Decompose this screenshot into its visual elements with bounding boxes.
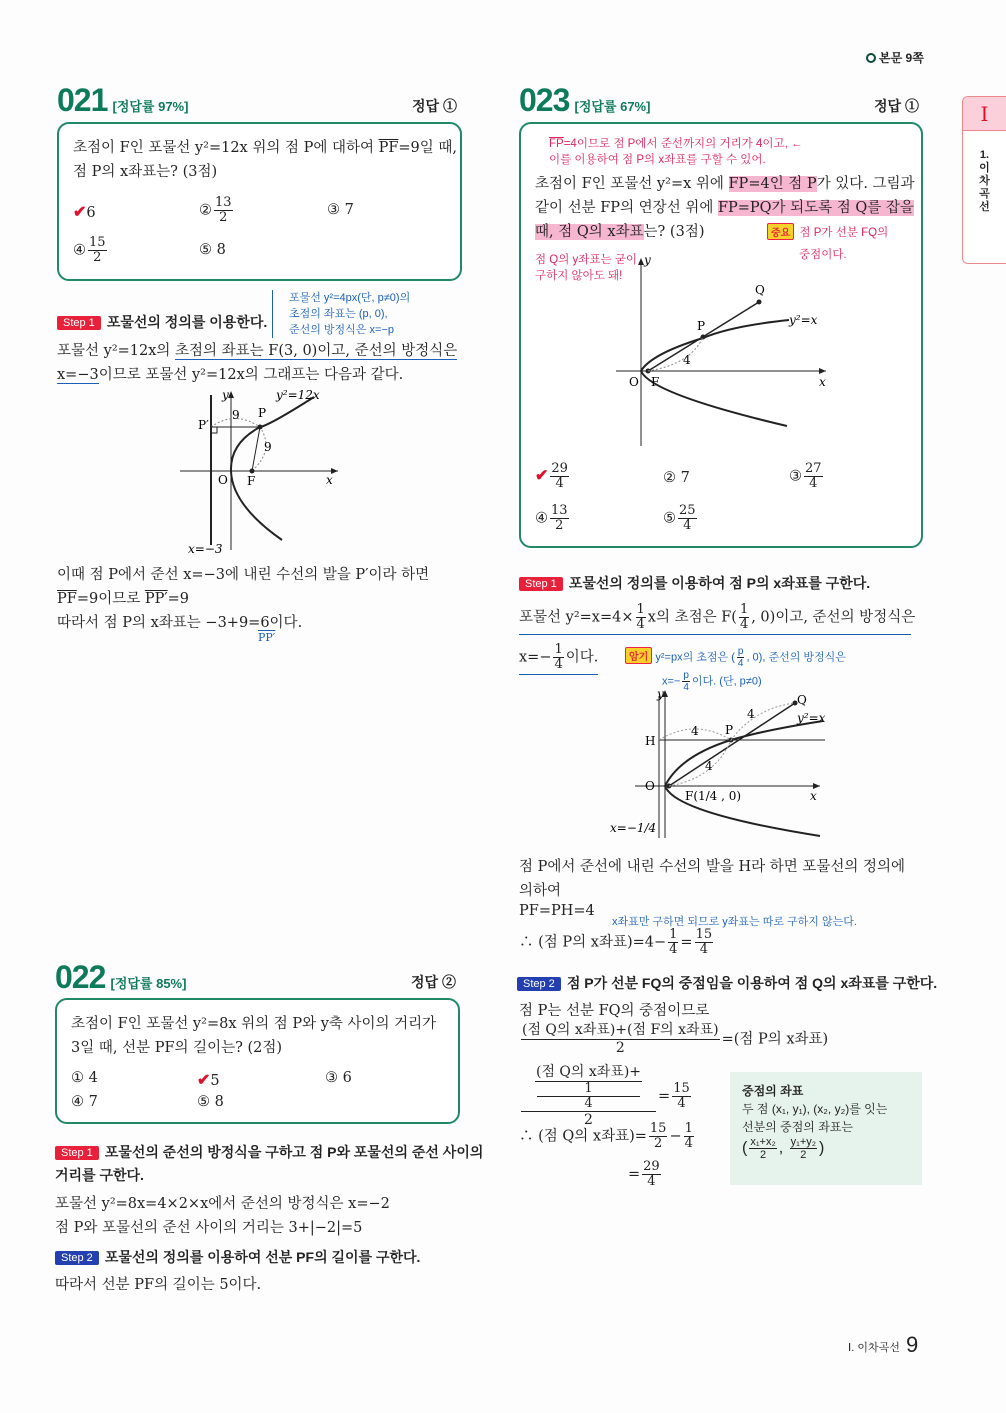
text: 6 bbox=[86, 205, 96, 221]
choice-5[interactable] bbox=[199, 242, 226, 258]
chapter-title bbox=[963, 131, 1006, 214]
text: 4 bbox=[809, 476, 818, 491]
memorize-tip bbox=[625, 646, 846, 669]
text: ④ bbox=[535, 510, 548, 527]
text: x=− bbox=[662, 675, 681, 688]
text: 023 bbox=[519, 82, 570, 118]
text: , 0), 준선의 방정식은 bbox=[746, 651, 846, 664]
text: 2 bbox=[584, 1112, 593, 1128]
text: 2 bbox=[219, 210, 228, 225]
text: F bbox=[651, 375, 660, 389]
text: 2 bbox=[654, 1136, 663, 1151]
text: 29 bbox=[551, 461, 568, 476]
text: 022 bbox=[55, 959, 106, 995]
text: x=−1/4 bbox=[610, 821, 657, 835]
text: 1 bbox=[669, 927, 678, 942]
text: F(1/4 , 0) bbox=[685, 789, 742, 803]
text: y bbox=[222, 388, 229, 402]
text: 포물선의 정의를 이용하여 선분 PF의 길이를 구한다. bbox=[104, 1249, 421, 1265]
text: ④ bbox=[71, 1094, 84, 1110]
q021-header bbox=[57, 82, 188, 119]
text: 점 P가 선분 FQ의 중점임을 이용하여 점 Q의 x좌표를 구한다. bbox=[566, 975, 938, 991]
choice-3[interactable] bbox=[327, 202, 354, 218]
parabola-curve bbox=[231, 397, 314, 540]
text: PP′ bbox=[144, 591, 168, 607]
q022-step1 bbox=[55, 1142, 483, 1162]
q023-header bbox=[519, 82, 650, 119]
text: ⑤ bbox=[663, 510, 676, 527]
page-ref-text: 본문 9쪽 bbox=[879, 51, 924, 65]
text: [정답률 85%] bbox=[110, 976, 187, 991]
choice-2[interactable] bbox=[197, 1070, 220, 1089]
text: 의하여 bbox=[519, 883, 562, 899]
q022-answer: 정답 ② bbox=[411, 974, 456, 990]
text: 선분의 중점의 좌표는 bbox=[742, 1120, 853, 1134]
text: x bbox=[819, 375, 826, 389]
text: 중점이다. bbox=[799, 249, 847, 261]
choice-1[interactable] bbox=[73, 202, 96, 221]
text: p bbox=[683, 670, 689, 681]
text: , 0)이고, 준선의 방정식은 bbox=[751, 609, 916, 626]
text: y bbox=[657, 688, 664, 701]
text: y²=12x bbox=[276, 388, 320, 402]
correct-rate: [정답률 97%] bbox=[112, 99, 189, 114]
choice-2[interactable] bbox=[199, 196, 235, 225]
circle-icon bbox=[866, 53, 876, 63]
choice-4[interactable] bbox=[73, 236, 109, 265]
text: O bbox=[645, 779, 655, 793]
text: x bbox=[326, 473, 333, 487]
text: 13 bbox=[551, 503, 568, 518]
text: 점 P의 x좌표는? (3점) bbox=[73, 164, 218, 180]
text: 4 bbox=[691, 724, 699, 738]
text: 4 bbox=[555, 476, 564, 491]
footer-section: Ⅰ. 이차곡선 bbox=[848, 1342, 900, 1354]
text: = bbox=[658, 1088, 671, 1105]
text: O bbox=[218, 473, 228, 487]
q023-step1 bbox=[519, 573, 870, 593]
text: x bbox=[810, 789, 817, 803]
text: 이다. bbox=[565, 649, 599, 666]
text: 7 bbox=[680, 470, 690, 486]
text: FP=4인 점 P bbox=[728, 176, 817, 192]
text: ∴ (점 P의 x좌표)=4− bbox=[519, 934, 667, 951]
text: ∴ (점 Q의 x좌표)= bbox=[519, 1128, 647, 1145]
text: H bbox=[645, 734, 656, 748]
text: 4 bbox=[683, 353, 691, 367]
text: 초점이 F인 포물선 y²=8x 위의 점 P와 y축 사이의 거리가 bbox=[71, 1016, 437, 1032]
text: 거리를 구한다. bbox=[55, 1167, 144, 1183]
text: Step 1 bbox=[519, 577, 563, 591]
choice-5[interactable] bbox=[663, 504, 699, 533]
choice-5[interactable] bbox=[197, 1094, 224, 1110]
text: 3일 때, 선분 PF의 길이는? (2점) bbox=[71, 1040, 283, 1056]
q022-step2 bbox=[55, 1247, 420, 1267]
text: 4 bbox=[747, 707, 755, 721]
text: [정답률 67%] bbox=[574, 99, 651, 114]
text: 4 bbox=[739, 617, 749, 632]
q021-answer: 정답 ① bbox=[412, 98, 457, 114]
text: 포물선의 정의를 이용하여 점 P의 x좌표를 구한다. bbox=[568, 575, 871, 591]
page-number: 9 bbox=[906, 1332, 919, 1357]
text: x=− bbox=[519, 649, 552, 666]
text: y²=px의 초점은 ( bbox=[655, 651, 735, 664]
text: 1 bbox=[684, 1121, 693, 1136]
text: 포물선 y²=8x=4×2×x에서 준선의 방정식은 x=−2 bbox=[55, 1196, 390, 1212]
text: F bbox=[247, 474, 256, 488]
text: 4 bbox=[683, 518, 692, 533]
text: 이를 이용하여 점 P의 x좌표를 구할 수 있어. bbox=[549, 154, 766, 166]
text: =9 bbox=[167, 591, 190, 607]
text: ④ bbox=[73, 242, 86, 259]
text: = bbox=[628, 1166, 641, 1183]
text: 포물선 y²=4px(단, p≠0)의 bbox=[289, 292, 411, 304]
text: 2 bbox=[615, 1040, 625, 1056]
q023-solution-graph bbox=[605, 688, 845, 840]
text: 4 bbox=[669, 942, 678, 957]
text: 점 P와 포물선의 준선 사이의 거리는 3+|−2|=5 bbox=[55, 1220, 363, 1236]
text: PF=PH=4 bbox=[519, 903, 595, 919]
text: (점 Q의 x좌표)+ bbox=[536, 1064, 642, 1080]
text: $\overline{PF}$ bbox=[57, 591, 77, 607]
text: 점 P에서 준선에 내린 수선의 발을 H라 하면 포물선의 정의에 bbox=[519, 859, 906, 875]
q022-header bbox=[55, 959, 186, 996]
text: 4 bbox=[684, 1136, 693, 1151]
text: ⑤ bbox=[199, 242, 212, 258]
text: − bbox=[669, 1128, 682, 1145]
top-note: $\overline{FP}=4$이므로 점 P에서 준선까지의 거리가 4이고, ← 이를 이용하여 점 P의 x좌표를 구할 수 있어. bbox=[549, 138, 803, 166]
text: x₁+x₂ bbox=[750, 1136, 776, 1148]
text: 15 bbox=[695, 927, 713, 942]
text: 4 bbox=[737, 658, 744, 669]
text: 두 점 (x₁, y₁), (x₂, y₂)를 잇는 bbox=[742, 1102, 888, 1116]
text: 같이 선분 FP의 연장선 위에 bbox=[535, 200, 718, 216]
text: 6 bbox=[342, 1070, 352, 1086]
choice-1[interactable] bbox=[71, 1070, 98, 1086]
text: ③ bbox=[789, 468, 802, 485]
choice-4[interactable] bbox=[71, 1094, 98, 1110]
text: 2 bbox=[555, 518, 564, 533]
text: 1. bbox=[979, 149, 990, 161]
text: x=−3 bbox=[57, 367, 99, 383]
text: 초점의 좌표는 F(3, 0)이고, 준선의 방정식은 bbox=[175, 343, 458, 359]
chapter-tab[interactable] bbox=[962, 96, 1006, 264]
text: Q bbox=[797, 693, 807, 707]
text: 가 있다. 그림과 bbox=[816, 176, 915, 192]
text: 4 bbox=[677, 1096, 686, 1111]
text: 는? (3점) bbox=[643, 224, 705, 240]
text: 4 bbox=[705, 759, 713, 773]
problem-number: 021 bbox=[57, 82, 108, 118]
text: 점 P가 선분 FQ의 bbox=[799, 227, 889, 239]
text: y bbox=[644, 254, 651, 267]
q023-parabola-graph bbox=[611, 254, 841, 449]
text: ② bbox=[663, 470, 676, 486]
text: 4 bbox=[636, 617, 645, 632]
text: 4 bbox=[88, 1070, 98, 1086]
text: 포물선의 정의를 이용한다. bbox=[106, 314, 268, 330]
text: 차 bbox=[979, 175, 990, 187]
text: O bbox=[629, 375, 639, 389]
text: =4이므로 점 P에서 준선까지의 거리가 4이고, bbox=[563, 138, 788, 150]
text: 초점이 F인 포물선 y²=x 위에 bbox=[535, 176, 729, 192]
text: ✔ bbox=[535, 465, 549, 485]
text: 1 bbox=[537, 1082, 640, 1097]
text: 7 bbox=[88, 1094, 98, 1110]
text: 4 bbox=[699, 942, 708, 957]
q021-question-box bbox=[57, 122, 462, 281]
text: ③ bbox=[327, 202, 340, 218]
text: 암기 bbox=[625, 647, 652, 664]
text: 점 Q의 y좌표는 굳이 bbox=[535, 254, 638, 266]
text: $\overline{FP}$ bbox=[549, 138, 564, 150]
text: P′ bbox=[198, 418, 209, 432]
text: Step 2 bbox=[55, 1251, 99, 1265]
text: 5 bbox=[210, 1073, 220, 1089]
text: P bbox=[725, 723, 734, 737]
q021-parabola-graph bbox=[170, 385, 350, 557]
text: 때, 점 Q의 x좌표 bbox=[535, 224, 644, 240]
text: ✔ bbox=[197, 1070, 211, 1089]
text: 9 bbox=[264, 440, 272, 454]
text: x=−3 bbox=[188, 542, 223, 556]
y-note: x좌표만 구하면 되므로 y좌표는 따로 구하지 않는다. bbox=[612, 916, 857, 928]
text: 25 bbox=[679, 503, 696, 518]
text: ① bbox=[71, 1070, 84, 1086]
text: 4 bbox=[584, 1096, 593, 1111]
text: =9일 때, bbox=[398, 140, 458, 156]
text: 15 bbox=[89, 235, 106, 250]
text: 이므로 포물선 y²=12x의 그래프는 다음과 같다. bbox=[98, 367, 404, 383]
text: 2 bbox=[759, 1149, 767, 1161]
text: 이다. (단, p≠0) bbox=[691, 675, 762, 688]
text: 13 bbox=[215, 195, 232, 210]
text: 이때 점 P에서 준선 x=−3에 내린 수선의 발을 P′이라 하면 bbox=[57, 567, 430, 583]
q023-answer: 정답 ① bbox=[874, 98, 919, 114]
text: 중점의 좌표 bbox=[742, 1084, 804, 1098]
text: 2 bbox=[800, 1149, 807, 1161]
text: 9 bbox=[232, 408, 240, 422]
text: Q bbox=[755, 283, 765, 297]
chapter-roman: I bbox=[963, 97, 1006, 131]
text: 4 bbox=[554, 657, 563, 672]
text: 1 bbox=[636, 602, 645, 617]
text: 8 bbox=[214, 1094, 224, 1110]
text: 2 bbox=[93, 250, 102, 265]
choice-1[interactable] bbox=[535, 462, 571, 491]
choice-3[interactable] bbox=[325, 1070, 352, 1086]
text: 8 bbox=[216, 242, 226, 258]
text: (점 Q의 x좌표)+(점 F의 x좌표) bbox=[522, 1022, 719, 1038]
text: x의 초점은 F( bbox=[647, 609, 737, 626]
q023-step2 bbox=[517, 973, 937, 993]
text: $\overline{PF}$ bbox=[378, 140, 399, 156]
text: 29 bbox=[643, 1159, 660, 1174]
text: 포물선 y²=x=4× bbox=[519, 609, 634, 626]
midpoint-tip-box: 중점의 좌표 두 점 (x₁, y₁), (x₂, y₂)를 잇는 선분의 중점의 좌표는 ( $\frac{\text{x₁+x₂}}{2}$ , $\frac{\text{y₁+y₂}}{2}$ ) bbox=[730, 1072, 922, 1185]
q022-question-box bbox=[55, 998, 460, 1124]
text: Step 1 bbox=[55, 1146, 99, 1160]
text: y₁+y₂ bbox=[790, 1136, 817, 1148]
q023-question-box bbox=[519, 122, 923, 548]
text: 1 bbox=[739, 602, 749, 617]
text: P bbox=[697, 319, 706, 333]
text: y²=x bbox=[789, 313, 818, 327]
text: 이 bbox=[979, 162, 990, 174]
text: 포물선의 준선의 방정식을 구하고 점 P와 포물선의 준선 사이의 bbox=[104, 1144, 484, 1160]
check-icon: ✔ bbox=[73, 202, 87, 221]
text: 4 bbox=[647, 1174, 656, 1189]
text: 따라서 점 P의 x좌표는 −3+9=6이다. bbox=[57, 615, 303, 631]
text: 구하지 않아도 돼! bbox=[535, 270, 623, 282]
pp-note: PP′ bbox=[258, 631, 276, 644]
text: 선 bbox=[979, 201, 990, 213]
text: = bbox=[680, 934, 693, 951]
text: ② bbox=[199, 202, 212, 219]
text: 초점이 F인 포물선 y²=12x 위의 점 P에 대하여 bbox=[73, 140, 379, 156]
text: 15 bbox=[649, 1121, 667, 1136]
q021-step1 bbox=[57, 312, 267, 332]
text: =9이므로 bbox=[76, 591, 145, 607]
text: 곡 bbox=[979, 188, 990, 200]
text: 15 bbox=[673, 1081, 690, 1096]
text: ⑤ bbox=[197, 1094, 210, 1110]
text: 4 bbox=[683, 682, 689, 693]
text: P bbox=[258, 406, 267, 420]
text: 점 P는 선분 FQ의 중점이므로 bbox=[519, 1003, 710, 1019]
text: Step 1 bbox=[57, 316, 101, 330]
text: 27 bbox=[805, 461, 822, 476]
choice-2[interactable] bbox=[663, 470, 690, 486]
page-reference bbox=[866, 49, 924, 66]
choice-3[interactable] bbox=[789, 462, 825, 491]
text: 따라서 선분 PF의 길이는 5이다. bbox=[55, 1277, 262, 1293]
text: =(점 P의 x좌표) bbox=[721, 1031, 829, 1048]
text: p bbox=[737, 646, 744, 657]
choice-4[interactable] bbox=[535, 504, 571, 533]
text: 준선의 방정식은 x=−p bbox=[289, 324, 394, 336]
q021-note bbox=[272, 290, 410, 338]
text: 7 bbox=[344, 202, 354, 218]
text: Step 2 bbox=[517, 977, 561, 991]
text: ③ bbox=[325, 1070, 338, 1086]
text: 포물선 y²=12x의 bbox=[57, 343, 176, 359]
text: 1 bbox=[554, 642, 563, 657]
text: y²=x bbox=[797, 711, 826, 725]
text: 초점의 좌표는 (p, 0), bbox=[289, 308, 388, 320]
text: FP=PQ가 되도록 점 Q를 잡을 bbox=[717, 200, 914, 216]
important-tag: 중요 bbox=[767, 223, 794, 240]
